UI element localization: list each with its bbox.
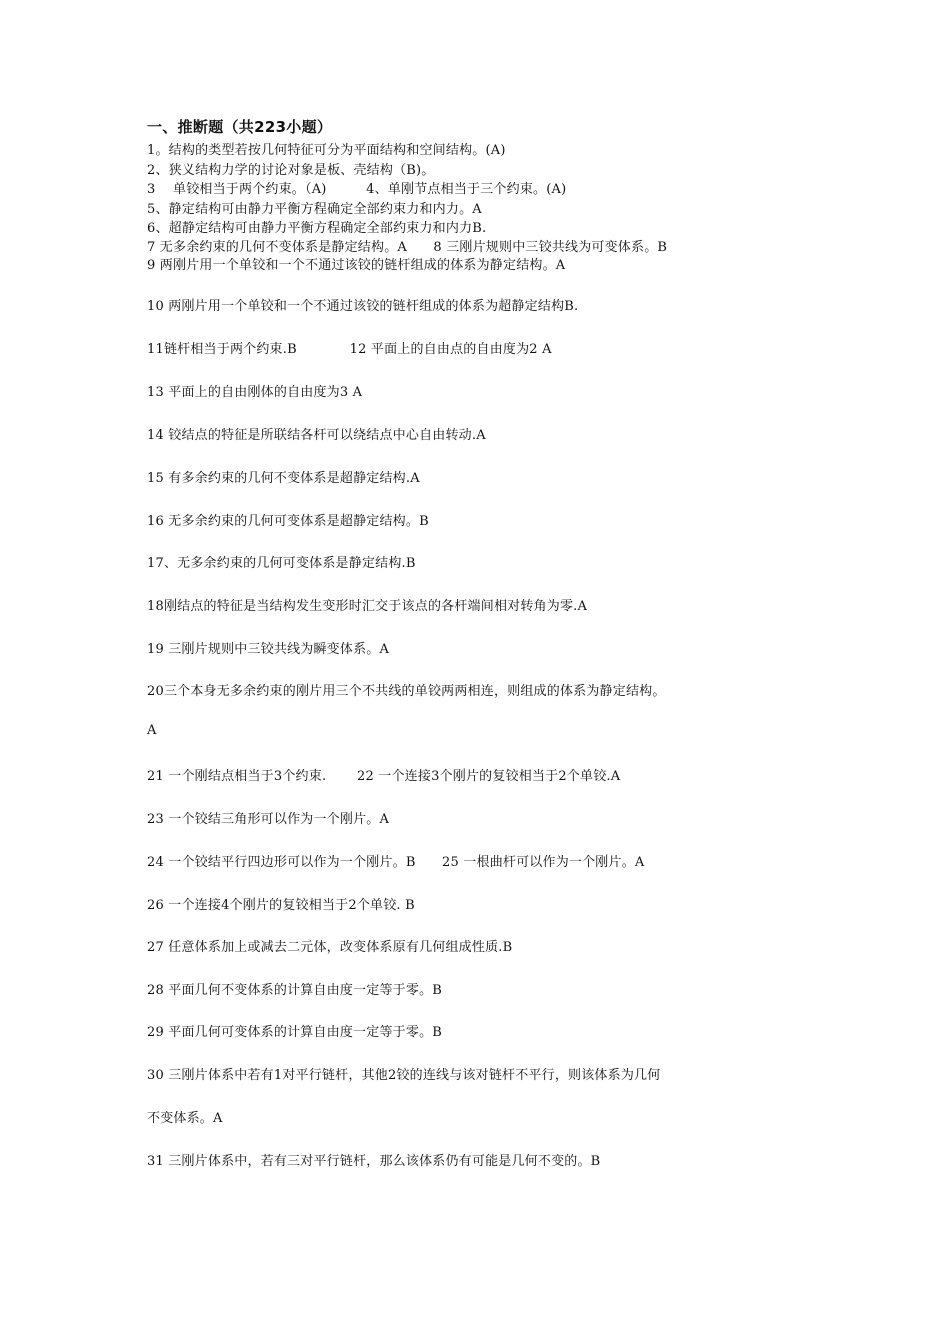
- question-line-2: 2、狭义结构力学的讨论对象是板、壳结构（B)。: [147, 163, 435, 178]
- question-line-20-answer: A: [147, 723, 157, 738]
- question-line-19: 19 三刚片规则中三铰共线为瞬变体系。A: [147, 642, 390, 657]
- question-line-29: 29 平面几何可变体系的计算自由度一定等于零。B: [147, 1025, 443, 1040]
- question-line-17: 17、无多余约束的几何可变体系是静定结构.B: [147, 556, 416, 571]
- question-line-31: 31 三刚片体系中，若有三对平行链杆，那么该体系仍有可能是几何不变的。B: [147, 1154, 601, 1169]
- question-line-13: 13 平面上的自由刚体的自由度为3 A: [147, 385, 363, 400]
- question-line-14: 14 铰结点的特征是所联结各杆可以绕结点中心自由转动.A: [147, 428, 486, 443]
- question-line-5: 5、静定结构可由静力平衡方程确定全部约束力和内力。A: [147, 202, 482, 217]
- question-line-10: 10 两刚片用一个单铰和一个不通过该铰的链杆组成的体系为超静定结构B.: [147, 299, 579, 314]
- question-line-24-25: 24 一个铰结平行四边形可以作为一个刚片。B 25 一根曲杆可以作为一个刚片。A: [147, 855, 645, 870]
- question-line-30-continued: 不变体系。A: [147, 1111, 223, 1126]
- question-line-7-8: 7 无多余约束的几何不变体系是静定结构。A 8 三刚片规则中三铰共线为可变体系。B: [147, 240, 668, 255]
- question-line-18: 18刚结点的特征是当结构发生变形时汇交于该点的各杆端间相对转角为零.A: [147, 599, 588, 614]
- question-line-9: 9 两刚片用一个单铰和一个不通过该铰的链杆组成的体系为静定结构。A: [147, 258, 566, 273]
- question-line-16: 16 无多余约束的几何可变体系是超静定结构。B: [147, 514, 429, 529]
- question-line-3-4: 3 单铰相当于两个约束。（A) 4、单刚节点相当于三个约束。(A): [147, 182, 567, 197]
- question-line-20: 20三个本身无多余约束的刚片用三个不共线的单铰两两相连，则组成的体系为静定结构。: [147, 684, 666, 699]
- question-line-15: 15 有多余约束的几何不变体系是超静定结构.A: [147, 471, 420, 486]
- section-heading: 一、推断题（共223小题）: [147, 118, 333, 136]
- question-line-27: 27 任意体系加上或减去二元体，改变体系原有几何组成性质.B: [147, 940, 513, 955]
- question-line-23: 23 一个铰结三角形可以作为一个刚片。A: [147, 812, 390, 827]
- question-line-6: 6、超静定结构可由静力平衡方程确定全部约束力和内力B.: [147, 221, 487, 236]
- question-line-11-12: 11链杆相当于两个约束.B 12 平面上的自由点的自由度为2 A: [147, 342, 552, 357]
- question-line-30: 30 三刚片体系中若有1对平行链杆，其他2铰的连线与该对链杆不平行，则该体系为几何: [147, 1068, 661, 1083]
- question-line-26: 26 一个连接4个刚片的复铰相当于2个单铰. B: [147, 898, 415, 913]
- question-line-28: 28 平面几何不变体系的计算自由度一定等于零。B: [147, 983, 443, 998]
- question-line-1: 1。结构的类型若按几何特征可分为平面结构和空间结构。(A): [147, 143, 506, 158]
- question-line-21-22: 21 一个刚结点相当于3个约束. 22 一个连接3个刚片的复铰相当于2个单铰.A: [147, 769, 621, 784]
